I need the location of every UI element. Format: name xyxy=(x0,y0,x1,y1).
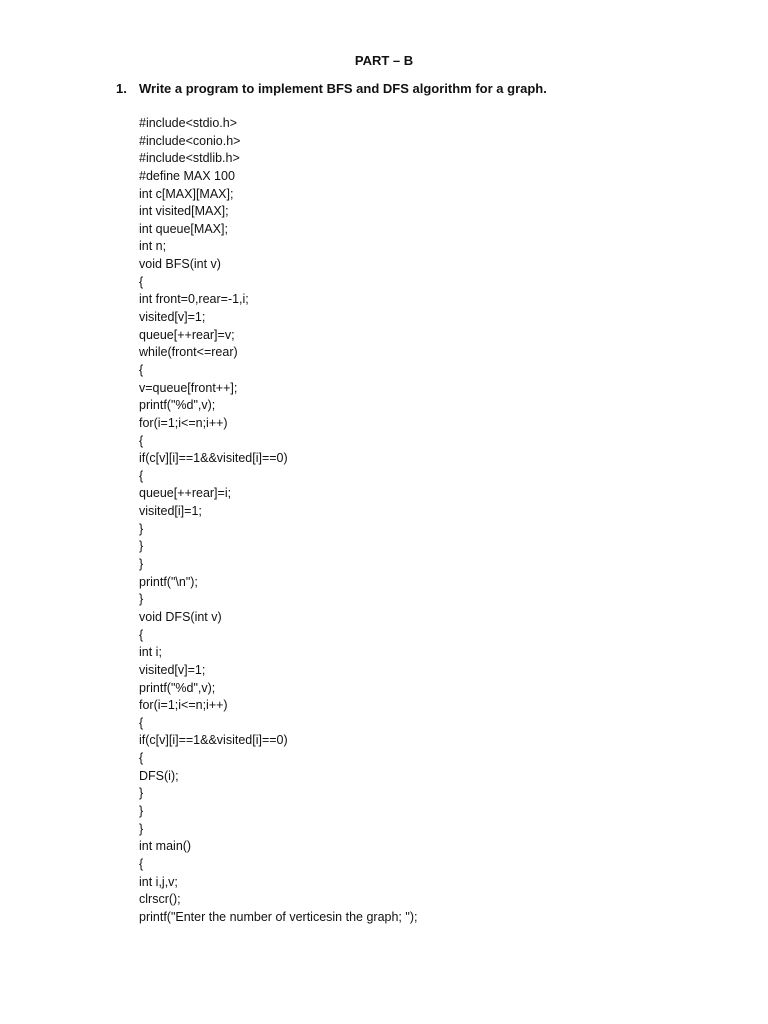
code-line: for(i=1;i<=n;i++) xyxy=(139,698,228,713)
code-line: #include<conio.h> xyxy=(139,133,241,148)
code-line: } xyxy=(139,803,144,818)
code-line: { xyxy=(139,274,144,289)
code-line: printf("\n"); xyxy=(139,574,198,589)
code-line: clrscr(); xyxy=(139,892,181,907)
code-line: queue[++rear]=i; xyxy=(139,486,232,501)
code-line: { xyxy=(139,433,144,448)
code-line: { xyxy=(139,751,144,766)
code-line: visited[i]=1; xyxy=(139,504,202,519)
code-line: } xyxy=(139,521,144,536)
code-line: } xyxy=(139,786,144,801)
code-line: int visited[MAX]; xyxy=(139,204,229,219)
code-line: { xyxy=(139,468,144,483)
code-line: } xyxy=(139,821,144,836)
question-number: 1. xyxy=(116,81,127,96)
code-line: #include<stdio.h> xyxy=(139,116,237,130)
code-line: printf("Enter the number of verticesin the graph; "); xyxy=(139,909,418,924)
code-line: { xyxy=(139,627,144,642)
code-line: int n; xyxy=(139,239,167,254)
code-line: { xyxy=(139,715,144,730)
code-line: DFS(i); xyxy=(139,768,179,783)
code-line: { xyxy=(139,362,144,377)
code-listing xyxy=(139,115,699,926)
code-line: int i; xyxy=(139,645,162,660)
code-line: int front=0,rear=-1,i; xyxy=(139,292,249,307)
code-line: printf("%d",v); xyxy=(139,398,216,413)
code-line: visited[v]=1; xyxy=(139,662,206,677)
code-line: int c[MAX][MAX]; xyxy=(139,186,234,201)
code-line: queue[++rear]=v; xyxy=(139,327,235,342)
code-line: int main() xyxy=(139,839,192,854)
question-text: Write a program to implement BFS and DFS algorithm for a graph. xyxy=(139,81,547,96)
code-line: #define MAX 100 xyxy=(139,168,235,183)
code-line: if(c[v][i]==1&&visited[i]==0) xyxy=(139,733,288,748)
code-line: for(i=1;i<=n;i++) xyxy=(139,415,228,430)
question-heading xyxy=(116,80,716,98)
code-line: #include<stdlib.h> xyxy=(139,151,240,166)
code-line: v=queue[front++]; xyxy=(139,380,238,395)
code-line: { xyxy=(139,856,144,871)
code-line: void DFS(int v) xyxy=(139,609,222,624)
code-line: if(c[v][i]==1&&visited[i]==0) xyxy=(139,451,288,466)
code-line: void BFS(int v) xyxy=(139,257,221,272)
code-line: } xyxy=(139,557,144,572)
code-line: } xyxy=(139,592,144,607)
code-line: int i,j,v; xyxy=(139,874,178,889)
code-line: visited[v]=1; xyxy=(139,310,206,325)
code-line: int queue[MAX]; xyxy=(139,221,228,236)
code-line: printf("%d",v); xyxy=(139,680,216,695)
code-line: while(front<=rear) xyxy=(139,345,238,360)
code-line: } xyxy=(139,539,144,554)
part-title: PART – B xyxy=(354,53,414,68)
